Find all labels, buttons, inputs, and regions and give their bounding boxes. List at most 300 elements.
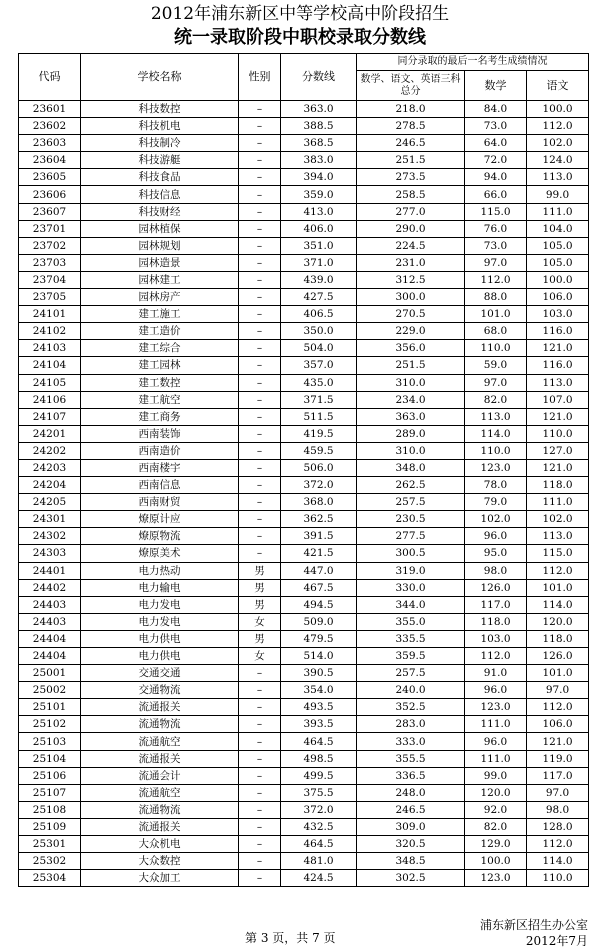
table-row bbox=[19, 870, 589, 887]
cell-math: 112.0 bbox=[465, 271, 527, 288]
cell-school: 流通报关 bbox=[81, 750, 239, 767]
table-row bbox=[19, 408, 589, 425]
cell-gender: – bbox=[239, 254, 281, 271]
cell-score: 362.5 bbox=[281, 511, 357, 528]
cell-school: 大众加工 bbox=[81, 870, 239, 887]
header-school: 学校名称 bbox=[81, 54, 239, 101]
document-subtitle: 统一录取阶段中职校录取分数线 bbox=[174, 27, 426, 48]
cell-code: 24402 bbox=[19, 579, 81, 596]
cell-math: 114.0 bbox=[465, 425, 527, 442]
cell-chinese: 110.0 bbox=[527, 425, 589, 442]
cell-math: 99.0 bbox=[465, 767, 527, 784]
cell-math: 64.0 bbox=[465, 135, 527, 152]
cell-score: 481.0 bbox=[281, 853, 357, 870]
cell-gender: – bbox=[239, 545, 281, 562]
cell-school: 西南造价 bbox=[81, 442, 239, 459]
cell-chinese: 105.0 bbox=[527, 254, 589, 271]
cell-school: 大众数控 bbox=[81, 853, 239, 870]
cell-school: 科技食品 bbox=[81, 169, 239, 186]
cell-math: 103.0 bbox=[465, 630, 527, 647]
cell-gender: – bbox=[239, 459, 281, 476]
cell-math: 101.0 bbox=[465, 306, 527, 323]
cell-chinese: 97.0 bbox=[527, 682, 589, 699]
table-row bbox=[19, 767, 589, 784]
table-row bbox=[19, 135, 589, 152]
page-number: 第 3 页，共 7 页 bbox=[245, 931, 336, 945]
cell-score: 371.5 bbox=[281, 391, 357, 408]
cell-chinese: 106.0 bbox=[527, 289, 589, 306]
cell-chinese: 116.0 bbox=[527, 357, 589, 374]
cell-math: 96.0 bbox=[465, 682, 527, 699]
cell-code: 24202 bbox=[19, 442, 81, 459]
cell-math: 111.0 bbox=[465, 750, 527, 767]
cell-school: 科技制冷 bbox=[81, 135, 239, 152]
cell-math: 120.0 bbox=[465, 784, 527, 801]
cell-score: 383.0 bbox=[281, 152, 357, 169]
cell-math: 102.0 bbox=[465, 511, 527, 528]
cell-code: 24105 bbox=[19, 374, 81, 391]
cell-school: 园林规划 bbox=[81, 237, 239, 254]
cell-gender: – bbox=[239, 220, 281, 237]
cell-math: 97.0 bbox=[465, 254, 527, 271]
cell-chinese: 104.0 bbox=[527, 220, 589, 237]
cell-chinese: 118.0 bbox=[527, 477, 589, 494]
footer-office bbox=[480, 917, 588, 949]
cell-total3: 355.5 bbox=[357, 750, 465, 767]
table-row bbox=[19, 494, 589, 511]
cell-school: 西南楼宇 bbox=[81, 459, 239, 476]
table-row bbox=[19, 220, 589, 237]
cell-gender: – bbox=[239, 870, 281, 887]
cell-school: 西南财贸 bbox=[81, 494, 239, 511]
cell-math: 84.0 bbox=[465, 101, 527, 118]
cell-gender: – bbox=[239, 408, 281, 425]
cell-gender: – bbox=[239, 442, 281, 459]
cell-math: 79.0 bbox=[465, 494, 527, 511]
cell-score: 368.5 bbox=[281, 135, 357, 152]
table-row bbox=[19, 596, 589, 613]
cell-chinese: 112.0 bbox=[527, 699, 589, 716]
cell-gender: – bbox=[239, 716, 281, 733]
cell-code: 23606 bbox=[19, 186, 81, 203]
cell-gender: 女 bbox=[239, 648, 281, 665]
table-row bbox=[19, 459, 589, 476]
cell-code: 25101 bbox=[19, 699, 81, 716]
cell-total3: 234.0 bbox=[357, 391, 465, 408]
table-row bbox=[19, 203, 589, 220]
cell-gender: – bbox=[239, 767, 281, 784]
cell-total3: 273.5 bbox=[357, 169, 465, 186]
cell-chinese: 119.0 bbox=[527, 750, 589, 767]
table-row bbox=[19, 306, 589, 323]
cell-score: 413.0 bbox=[281, 203, 357, 220]
cell-code: 24203 bbox=[19, 459, 81, 476]
cell-chinese: 116.0 bbox=[527, 323, 589, 340]
cell-school: 交通交通 bbox=[81, 665, 239, 682]
cell-code: 24107 bbox=[19, 408, 81, 425]
cell-chinese: 100.0 bbox=[527, 101, 589, 118]
cell-code: 23701 bbox=[19, 220, 81, 237]
cell-total3: 251.5 bbox=[357, 152, 465, 169]
cell-math: 68.0 bbox=[465, 323, 527, 340]
cell-code: 25102 bbox=[19, 716, 81, 733]
cell-gender: – bbox=[239, 169, 281, 186]
cell-school: 建工综合 bbox=[81, 340, 239, 357]
cell-chinese: 113.0 bbox=[527, 374, 589, 391]
cell-school: 园林植保 bbox=[81, 220, 239, 237]
cell-total3: 355.0 bbox=[357, 613, 465, 630]
cell-math: 123.0 bbox=[465, 459, 527, 476]
cell-chinese: 100.0 bbox=[527, 271, 589, 288]
cell-school: 电力发电 bbox=[81, 596, 239, 613]
cell-code: 25002 bbox=[19, 682, 81, 699]
cell-chinese: 98.0 bbox=[527, 801, 589, 818]
cell-score: 375.5 bbox=[281, 784, 357, 801]
cell-code: 23605 bbox=[19, 169, 81, 186]
cell-gender: 男 bbox=[239, 579, 281, 596]
cell-code: 25304 bbox=[19, 870, 81, 887]
cell-math: 123.0 bbox=[465, 870, 527, 887]
table-row bbox=[19, 186, 589, 203]
cell-score: 368.0 bbox=[281, 494, 357, 511]
cell-gender: 女 bbox=[239, 613, 281, 630]
cell-school: 流通报关 bbox=[81, 818, 239, 835]
cell-score: 509.0 bbox=[281, 613, 357, 630]
cell-total3: 300.0 bbox=[357, 289, 465, 306]
cell-total3: 348.5 bbox=[357, 853, 465, 870]
cell-chinese: 99.0 bbox=[527, 186, 589, 203]
table-row bbox=[19, 169, 589, 186]
cell-code: 23607 bbox=[19, 203, 81, 220]
cell-gender: – bbox=[239, 152, 281, 169]
issue-date: 2012年7月 bbox=[525, 934, 588, 948]
cell-chinese: 101.0 bbox=[527, 579, 589, 596]
document-title: 2012年浦东新区中等学校高中阶段招生 bbox=[150, 4, 450, 24]
cell-gender: 男 bbox=[239, 630, 281, 647]
cell-math: 100.0 bbox=[465, 853, 527, 870]
cell-code: 23603 bbox=[19, 135, 81, 152]
cell-gender: – bbox=[239, 101, 281, 118]
cell-school: 建工商务 bbox=[81, 408, 239, 425]
cell-chinese: 114.0 bbox=[527, 596, 589, 613]
cell-gender: – bbox=[239, 186, 281, 203]
cell-total3: 251.5 bbox=[357, 357, 465, 374]
table-row bbox=[19, 152, 589, 169]
cell-chinese: 114.0 bbox=[527, 853, 589, 870]
header-total3: 数学、语文、英语三科总分 bbox=[357, 71, 465, 101]
cell-total3: 310.0 bbox=[357, 442, 465, 459]
cell-total3: 229.0 bbox=[357, 323, 465, 340]
cell-gender: – bbox=[239, 818, 281, 835]
cell-code: 24106 bbox=[19, 391, 81, 408]
cell-gender: – bbox=[239, 391, 281, 408]
cell-total3: 283.0 bbox=[357, 716, 465, 733]
cell-chinese: 102.0 bbox=[527, 511, 589, 528]
cell-math: 73.0 bbox=[465, 118, 527, 135]
cell-score: 439.0 bbox=[281, 271, 357, 288]
cell-math: 118.0 bbox=[465, 613, 527, 630]
cell-total3: 352.5 bbox=[357, 699, 465, 716]
cell-code: 24104 bbox=[19, 357, 81, 374]
cell-math: 59.0 bbox=[465, 357, 527, 374]
cell-math: 117.0 bbox=[465, 596, 527, 613]
cell-math: 91.0 bbox=[465, 665, 527, 682]
cell-code: 24101 bbox=[19, 306, 81, 323]
cell-code: 24401 bbox=[19, 562, 81, 579]
cell-chinese: 110.0 bbox=[527, 870, 589, 887]
cell-school: 建工造价 bbox=[81, 323, 239, 340]
cell-total3: 278.5 bbox=[357, 118, 465, 135]
cell-total3: 310.0 bbox=[357, 374, 465, 391]
cell-chinese: 113.0 bbox=[527, 169, 589, 186]
table-row bbox=[19, 648, 589, 665]
cell-gender: – bbox=[239, 374, 281, 391]
table-body bbox=[19, 101, 589, 887]
cell-chinese: 126.0 bbox=[527, 648, 589, 665]
cell-total3: 240.0 bbox=[357, 682, 465, 699]
cell-gender: – bbox=[239, 511, 281, 528]
cell-math: 94.0 bbox=[465, 169, 527, 186]
table-row bbox=[19, 665, 589, 682]
cell-score: 406.0 bbox=[281, 220, 357, 237]
cell-score: 351.0 bbox=[281, 237, 357, 254]
cell-code: 25001 bbox=[19, 665, 81, 682]
cell-math: 98.0 bbox=[465, 562, 527, 579]
cell-score: 391.5 bbox=[281, 528, 357, 545]
cell-gender: 男 bbox=[239, 562, 281, 579]
cell-total3: 258.5 bbox=[357, 186, 465, 203]
cell-school: 燎原计应 bbox=[81, 511, 239, 528]
cell-chinese: 103.0 bbox=[527, 306, 589, 323]
cell-score: 498.5 bbox=[281, 750, 357, 767]
cell-math: 96.0 bbox=[465, 733, 527, 750]
cell-code: 24103 bbox=[19, 340, 81, 357]
cell-gender: – bbox=[239, 477, 281, 494]
cell-chinese: 118.0 bbox=[527, 630, 589, 647]
cell-total3: 246.5 bbox=[357, 801, 465, 818]
table-row bbox=[19, 391, 589, 408]
cell-chinese: 106.0 bbox=[527, 716, 589, 733]
cell-school: 园林房产 bbox=[81, 289, 239, 306]
cell-score: 357.0 bbox=[281, 357, 357, 374]
cell-chinese: 112.0 bbox=[527, 562, 589, 579]
cell-gender: – bbox=[239, 271, 281, 288]
cell-score: 464.5 bbox=[281, 836, 357, 853]
cell-math: 78.0 bbox=[465, 477, 527, 494]
table-row bbox=[19, 271, 589, 288]
cell-total3: 231.0 bbox=[357, 254, 465, 271]
cell-chinese: 111.0 bbox=[527, 203, 589, 220]
cell-total3: 300.5 bbox=[357, 545, 465, 562]
table-row bbox=[19, 699, 589, 716]
cell-score: 406.5 bbox=[281, 306, 357, 323]
cell-math: 72.0 bbox=[465, 152, 527, 169]
cell-chinese: 105.0 bbox=[527, 237, 589, 254]
table-row bbox=[19, 442, 589, 459]
cell-school: 建工航空 bbox=[81, 391, 239, 408]
cell-code: 24303 bbox=[19, 545, 81, 562]
cell-score: 372.0 bbox=[281, 477, 357, 494]
header-chinese: 语文 bbox=[527, 71, 589, 101]
cell-gender: – bbox=[239, 306, 281, 323]
cell-gender: – bbox=[239, 357, 281, 374]
cell-school: 西南装饰 bbox=[81, 425, 239, 442]
cell-code: 24301 bbox=[19, 511, 81, 528]
cell-math: 113.0 bbox=[465, 408, 527, 425]
cell-total3: 333.0 bbox=[357, 733, 465, 750]
cell-code: 23604 bbox=[19, 152, 81, 169]
cell-score: 363.0 bbox=[281, 101, 357, 118]
cell-code: 24204 bbox=[19, 477, 81, 494]
cell-chinese: 121.0 bbox=[527, 408, 589, 425]
table-row bbox=[19, 750, 589, 767]
cell-score: 421.5 bbox=[281, 545, 357, 562]
cell-math: 95.0 bbox=[465, 545, 527, 562]
cell-math: 88.0 bbox=[465, 289, 527, 306]
office-name: 浦东新区招生办公室 bbox=[479, 918, 588, 932]
header-code: 代码 bbox=[19, 54, 81, 101]
cell-total3: 309.0 bbox=[357, 818, 465, 835]
table-row bbox=[19, 784, 589, 801]
cell-chinese: 102.0 bbox=[527, 135, 589, 152]
header-score: 分数线 bbox=[281, 54, 357, 101]
cell-gender: – bbox=[239, 203, 281, 220]
cell-total3: 289.0 bbox=[357, 425, 465, 442]
cell-score: 359.0 bbox=[281, 186, 357, 203]
table-row bbox=[19, 237, 589, 254]
cell-total3: 330.0 bbox=[357, 579, 465, 596]
cell-total3: 277.0 bbox=[357, 203, 465, 220]
cell-gender: – bbox=[239, 289, 281, 306]
cell-score: 432.5 bbox=[281, 818, 357, 835]
cell-math: 126.0 bbox=[465, 579, 527, 596]
cell-code: 24102 bbox=[19, 323, 81, 340]
cell-total3: 230.5 bbox=[357, 511, 465, 528]
table-row bbox=[19, 477, 589, 494]
cell-chinese: 111.0 bbox=[527, 494, 589, 511]
table-row bbox=[19, 562, 589, 579]
cell-chinese: 121.0 bbox=[527, 733, 589, 750]
cell-chinese: 128.0 bbox=[527, 818, 589, 835]
cell-code: 25107 bbox=[19, 784, 81, 801]
table-row bbox=[19, 682, 589, 699]
cell-school: 流通物流 bbox=[81, 716, 239, 733]
table-row bbox=[19, 254, 589, 271]
cell-chinese: 121.0 bbox=[527, 340, 589, 357]
cell-score: 459.5 bbox=[281, 442, 357, 459]
cell-score: 435.0 bbox=[281, 374, 357, 391]
cell-gender: – bbox=[239, 528, 281, 545]
cell-school: 交通物流 bbox=[81, 682, 239, 699]
cell-score: 354.0 bbox=[281, 682, 357, 699]
cell-code: 24302 bbox=[19, 528, 81, 545]
table-row bbox=[19, 289, 589, 306]
cell-gender: – bbox=[239, 836, 281, 853]
cell-total3: 319.0 bbox=[357, 562, 465, 579]
cell-code: 25302 bbox=[19, 853, 81, 870]
score-table bbox=[18, 53, 589, 887]
cell-gender: – bbox=[239, 425, 281, 442]
cell-total3: 290.0 bbox=[357, 220, 465, 237]
cell-math: 97.0 bbox=[465, 374, 527, 391]
cell-gender: – bbox=[239, 118, 281, 135]
cell-total3: 248.0 bbox=[357, 784, 465, 801]
cell-code: 25108 bbox=[19, 801, 81, 818]
cell-chinese: 124.0 bbox=[527, 152, 589, 169]
cell-school: 建工数控 bbox=[81, 374, 239, 391]
cell-school: 电力热动 bbox=[81, 562, 239, 579]
cell-total3: 348.0 bbox=[357, 459, 465, 476]
cell-math: 96.0 bbox=[465, 528, 527, 545]
cell-gender: – bbox=[239, 784, 281, 801]
cell-gender: – bbox=[239, 801, 281, 818]
cell-chinese: 113.0 bbox=[527, 528, 589, 545]
table-row bbox=[19, 630, 589, 647]
table-row bbox=[19, 101, 589, 118]
cell-math: 76.0 bbox=[465, 220, 527, 237]
cell-code: 23703 bbox=[19, 254, 81, 271]
cell-score: 427.5 bbox=[281, 289, 357, 306]
cell-gender: – bbox=[239, 323, 281, 340]
cell-code: 23601 bbox=[19, 101, 81, 118]
table-row bbox=[19, 853, 589, 870]
cell-math: 82.0 bbox=[465, 391, 527, 408]
cell-school: 电力发电 bbox=[81, 613, 239, 630]
header-gender: 性别 bbox=[239, 54, 281, 101]
cell-school: 建工施工 bbox=[81, 306, 239, 323]
cell-total3: 257.5 bbox=[357, 665, 465, 682]
cell-code: 24205 bbox=[19, 494, 81, 511]
cell-gender: – bbox=[239, 135, 281, 152]
table-row bbox=[19, 801, 589, 818]
cell-code: 25106 bbox=[19, 767, 81, 784]
cell-score: 506.0 bbox=[281, 459, 357, 476]
cell-code: 25103 bbox=[19, 733, 81, 750]
cell-score: 350.0 bbox=[281, 323, 357, 340]
cell-chinese: 115.0 bbox=[527, 545, 589, 562]
table-row bbox=[19, 340, 589, 357]
cell-school: 科技信息 bbox=[81, 186, 239, 203]
cell-school: 燎原美术 bbox=[81, 545, 239, 562]
cell-total3: 344.0 bbox=[357, 596, 465, 613]
cell-school: 流通会计 bbox=[81, 767, 239, 784]
cell-gender: – bbox=[239, 494, 281, 511]
cell-code: 25301 bbox=[19, 836, 81, 853]
table-row bbox=[19, 511, 589, 528]
cell-school: 科技游艇 bbox=[81, 152, 239, 169]
cell-code: 23602 bbox=[19, 118, 81, 135]
cell-math: 92.0 bbox=[465, 801, 527, 818]
cell-total3: 218.0 bbox=[357, 101, 465, 118]
cell-total3: 320.5 bbox=[357, 836, 465, 853]
cell-chinese: 101.0 bbox=[527, 665, 589, 682]
cell-chinese: 107.0 bbox=[527, 391, 589, 408]
cell-total3: 363.0 bbox=[357, 408, 465, 425]
cell-school: 建工园林 bbox=[81, 357, 239, 374]
table-row bbox=[19, 528, 589, 545]
cell-school: 园林建工 bbox=[81, 271, 239, 288]
cell-school: 科技财经 bbox=[81, 203, 239, 220]
cell-score: 424.5 bbox=[281, 870, 357, 887]
cell-math: 110.0 bbox=[465, 442, 527, 459]
cell-score: 394.0 bbox=[281, 169, 357, 186]
cell-gender: – bbox=[239, 733, 281, 750]
cell-chinese: 112.0 bbox=[527, 836, 589, 853]
cell-total3: 262.5 bbox=[357, 477, 465, 494]
cell-score: 499.5 bbox=[281, 767, 357, 784]
cell-score: 419.5 bbox=[281, 425, 357, 442]
cell-gender: – bbox=[239, 665, 281, 682]
